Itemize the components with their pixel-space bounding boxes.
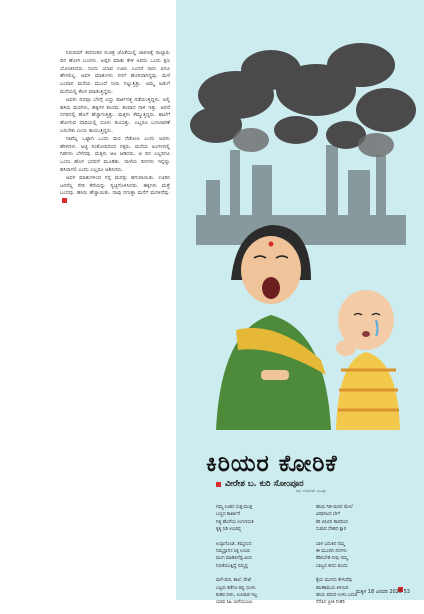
poem-line: ಯಾವ ಸಿಹಿ ಬಾಳೆಯುಂಟು xyxy=(216,600,253,606)
poem-panel xyxy=(176,0,424,606)
story-end-marker xyxy=(62,198,67,203)
woman-figure xyxy=(216,225,331,430)
poem-line: ಕೈಯ ಮುಗಿದು ಕೇಳುವೆವು xyxy=(316,578,353,584)
illustrator-credit: ಚಿತ್ರ: ಸಂತೋಷ್ ಸಸಿಹಿತ್ಲು xyxy=(296,489,327,493)
poem-line: ಬಾಳ ಬದುಕಿನ ನಮ್ಮ xyxy=(316,541,345,547)
author-name: ವೀರೇಶ ಬ. ಕುರಿ ಸೋಂಪೂರ xyxy=(225,479,304,489)
poem-title: ಕಿರಿಯರ ಕೋರಿಕೆ xyxy=(206,450,338,477)
poem-line: ಕೆಡಿಸಬೇಡಿ ನೀವು ನಮ್ಮ xyxy=(316,556,348,562)
poem-line: ನಿಮ್ಮನ್ನಾಗಿಸ ಸಿಕ್ಕ ಉಸಿರು xyxy=(216,549,251,555)
poem-line: ಹಸಿರು ಪರಿಸರ ಉಳಿಸಿ ಬದುಕಿ xyxy=(316,593,358,599)
poem-line: ಸುಡುವ ದೇಹದ ಕ್ಷಾರ xyxy=(316,527,347,533)
poem-stanzas-right xyxy=(316,504,406,614)
author-byline xyxy=(216,479,304,489)
stanza xyxy=(216,541,296,571)
poem-line: ಹಸಿರು ಗಿಡ-ಮರದ ಮೇಲೆ xyxy=(316,505,353,510)
smoke-clouds xyxy=(190,43,416,149)
poem-line: ಕೃತ್ಯ ಸಿಡಿ ಉಸಿರನ್ನ xyxy=(216,527,242,533)
poem-line: ಎಲ್ಲರು ಕಡೆಗೂ ಕಪ್ಪು ಧೂಳು xyxy=(216,585,256,591)
stanza xyxy=(216,577,296,607)
story-paragraph xyxy=(60,175,170,206)
story-column xyxy=(60,50,170,542)
story-paragraph: ನಿರುಪಮ್ ತದನಂತರ ಸುಚಿತ್ರ ಜೊತೆಯಲ್ಲಿ ಚಾರಣಕ್ಕೆ ನಾಲ್ಕಾರು ದಿನ ಹೋಗಿ ಬಂದಳು. ಅಪ್ಪನ ಮಾತು ಕೇಳಿ ಅವರು ಒಂದು ಕ್ಷಣ ಯೋಚಿಸಿದರು. ನಿಂದು ಯಾವ ಊರು ಎಂದರೆ ನಾನು ಏನೂ ಹೇಳಲಿಲ್ಲ. ಅವಳ ಮಾತುಗಳು ನನಗೆ ಹೊಸದಾಗಿದ್ದವು. ಮಳೆ ಬಂದಾಗ ಮನೆಯ ಮುಂದೆ ನೀರು ನಿಲ್ಲುತ್ತಿತ್ತು. ಅಮ್ಮ ಅಡುಗೆ ಮನೆಯಲ್ಲಿ ಕೆಲಸ ಮಾಡುತ್ತಿದ್ದರು. xyxy=(60,50,170,95)
factory-skyline xyxy=(196,145,406,245)
poem-line: ವಿಷಾನಿಲದ ಬೇಗೆ xyxy=(316,512,340,518)
pollution-illustration xyxy=(176,30,424,440)
poem-line: ಕುಡಿವ ನೀರು, ಉಸಿರಾಡ ಇಲ್ಲ xyxy=(216,593,258,599)
poem-line: ಮನೆ-ಮಠ, ಶಾಲೆ, ಪೇಟೆ xyxy=(216,578,251,584)
poem-line: ಮಂಗ ಮಾಡಿಲಿನೆನ್ನುವಿಂದ xyxy=(216,556,252,562)
stanza xyxy=(316,504,406,534)
poem-line: ನಿರುಕೆಯುತ್ತಿದ್ದೆ ನಮ್ಮನ್ನ xyxy=(216,563,249,569)
story-paragraph: ನಾವೆಲ್ಲ ಒಟ್ಟಾಗಿ ಒಂದು ಮರ ನೆಡೋಣ ಎಂದು ಅವಳು ಹೇಳಿದಳು. ಅಜ್ಜಿ ಸಂತೋಷದಿಂದ ನಕ್ಕರು. ಮನೆಯ ಅಂಗಳದಲ್ಲಿ ಗಿಡಗಳು ಬೆಳೆದವು. ಮಕ್ಕಳು ಆಟ ಆಡಿದರು. ಆ ದಿನ ಎಲ್ಲರಿಗೂ ಒಂದು ಹೊಸ ಭರವಸೆ ಮೂಡಿತು. ನಾಳೆಯ ದಿನಗಳು ಇನ್ನಷ್ಟು ಹಸಿರಾಗಲಿ ಎಂದು ಎಲ್ಲರೂ ಆಶಿಸಿದರು. xyxy=(60,135,170,173)
poem-line: ನೆನೆಪಿನ ಪ್ರೀತಿ ನೀಡಿರಿ xyxy=(316,600,345,606)
poem-line: ಬಣ್ಣದ ಕಾರ್ಖಾನೆ xyxy=(216,512,241,518)
poem-line: ನಿತ್ಯ ಹೊಗೆಯ ಉಗುಳಿಸುತ xyxy=(216,519,254,525)
poem-stanzas-left xyxy=(216,504,296,614)
byline-marker xyxy=(216,482,221,487)
page-footer: ಮಕ್ಕಳ 18 ಜನವರಿ 2025 53 xyxy=(356,589,410,595)
poem-line: ಕರುಣಾಮಯ ತಿಳಿಯಿರಿ xyxy=(316,585,349,591)
poem-line: ಕರಿ ಬಿಸಿಲಿನ ತಾಪದಿಂದ xyxy=(316,519,348,525)
poem-line: ಬಾಲ್ಯದ ಕನಸು ಕುಸಿದು xyxy=(316,563,348,569)
poem-line: ನಮ್ಮ ಊರಿನ ಸುತ್ತ-ಮುತ್ತ xyxy=(216,505,253,510)
poem-line: ಈ ಮುಂದಿನ ದಿನಗಳು xyxy=(316,549,347,555)
poem-line: ಉಸ್ಸಾಗೊಂಡ, ತಮ್ಮನಿಂದ xyxy=(216,541,252,547)
story-paragraph: ಅವಳು ದಿನವೂ ಬೆಳಗ್ಗೆ ಎದ್ದು ಪಾರ್ಕಿನತ್ತ ನಡೆಯುತ್ತಿದ್ದಳು. ಅಲ್ಲಿ ಹಸಿರು ಮರಗಳು, ಹಕ್ಕಿಗಳ ಕಲರವ, ತಂಪಾದ ಗಾಳಿ ಇತ್ತು. ಆದರೆ ನಗರದಲ್ಲಿ ಹೊಗೆ ಹೆಚ್ಚಾಗುತ್ತಿತ್ತು. ಮಕ್ಕಳು ಕೆಮ್ಮುತ್ತಿದ್ದರು. ಶಾಲೆಗೆ ಹೋಗುವ ದಾರಿಯಲ್ಲಿ ಧೂಳು ತುಂಬಿತ್ತು. ಎಲ್ಲರೂ ಬದಲಾವಣೆ ಬರಬೇಕು ಎಂದು ಕಾಯುತ್ತಿದ್ದರು. xyxy=(60,96,170,134)
stanza xyxy=(316,541,406,571)
story-paragraph-text: ಅವಳ ಮಾತುಗಳಿಂದ ನನ್ನ ಮನಸ್ಸು ಹಗುರಾಯಿತು. ಊರಿನ ಜನರೆಲ್ಲ ಸೇರಿ ಕೆರೆಯನ್ನು ಸ್ವಚ್ಛಗೊಳಿಸಿದರು. ಹಕ್ಕಿಗಳು ಮತ್ತೆ ಬಂದವು. ಹಸಿರು ಹೆಚ್ಚಾಯಿತು. ನಾವು ನಗುತ್ತಾ ಮನೆಗೆ ಮರಳಿದೆವು. xyxy=(60,174,170,197)
child-figure xyxy=(336,290,400,430)
stanza xyxy=(216,504,296,534)
